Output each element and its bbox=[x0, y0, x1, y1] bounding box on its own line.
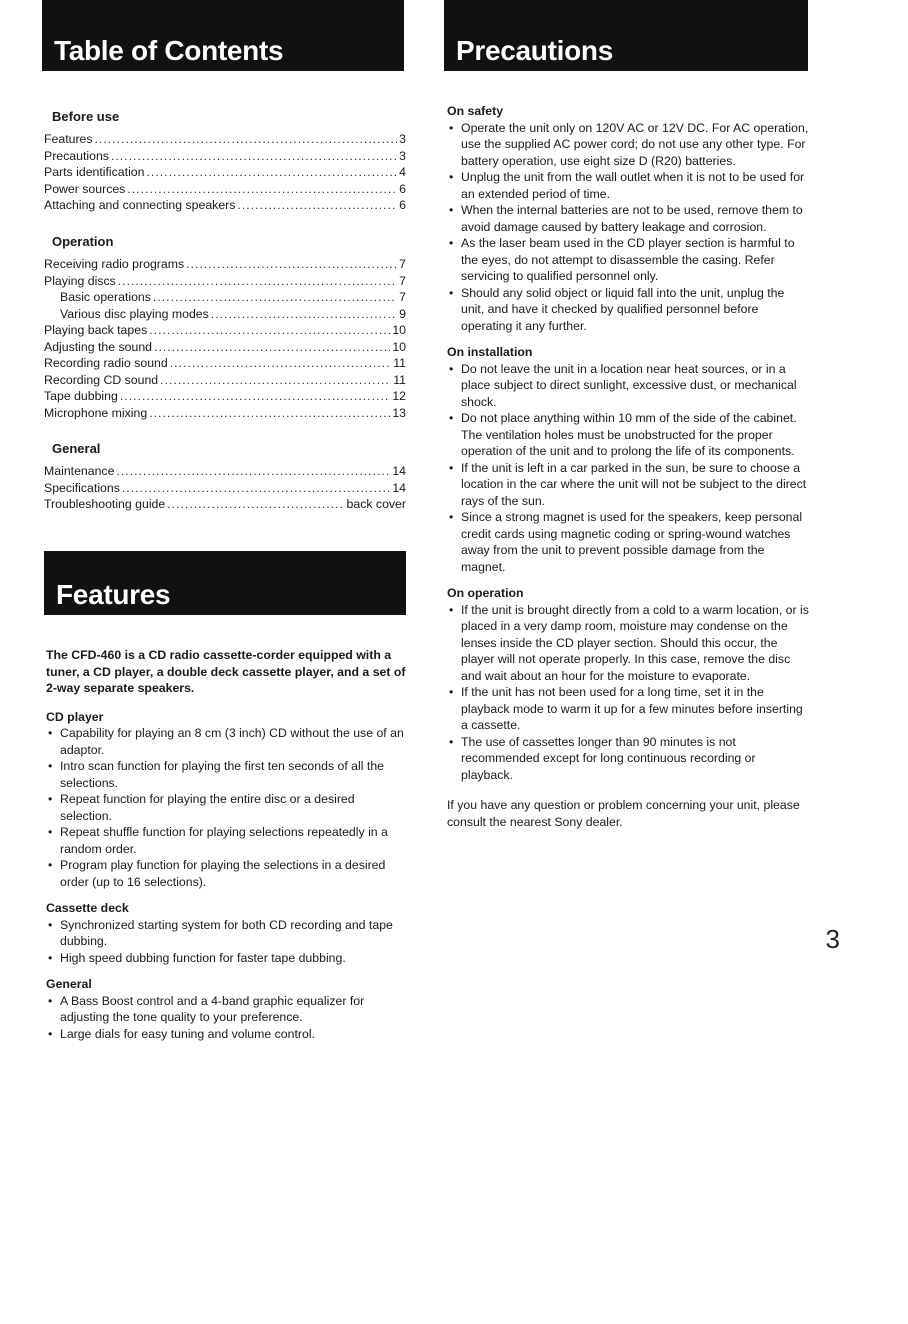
toc-leader-dots bbox=[186, 256, 397, 273]
precautions-body bbox=[447, 103, 809, 830]
toc-leader-dots bbox=[95, 131, 398, 148]
bullet-item: • Should any solid object or liquid fall into the unit, unplug the unit, and have it checked by qualified personnel before operating it any further. bbox=[447, 285, 809, 335]
bullet-item: • Unplug the unit from the wall outlet when it is not to be used for an extended period of time. bbox=[447, 169, 809, 202]
toc-leader-dots bbox=[127, 181, 397, 198]
toc-entry-page: 7 bbox=[399, 257, 406, 271]
toc-entry bbox=[44, 322, 406, 339]
toc-entry-title: Recording radio sound bbox=[44, 356, 168, 370]
bullet-item: • When the internal batteries are not to be used, remove them to avoid damage caused by battery leakage and corrosion. bbox=[447, 202, 809, 235]
toc-entry-title: Maintenance bbox=[44, 464, 115, 478]
toc-leader-dots bbox=[146, 164, 397, 181]
bullet-item: • Since a strong magnet is used for the speakers, keep personal credit cards using magnetic coding or spring-wound watches away from the unit to prevent possible damage from the magnet. bbox=[447, 509, 809, 575]
bullet-list bbox=[447, 602, 809, 784]
bullet-item: • Large dials for easy tuning and volume control. bbox=[46, 1026, 408, 1043]
toc-entry-page: 14 bbox=[392, 464, 406, 478]
toc-title: Table of Contents bbox=[54, 35, 284, 66]
subsection-heading: On safety bbox=[447, 104, 504, 118]
toc-entry-title: Recording CD sound bbox=[44, 372, 159, 387]
bullet-item: • Synchronized starting system for both CD recording and tape dubbing. bbox=[46, 917, 408, 950]
bullet-list bbox=[447, 361, 809, 576]
toc-entry-page: 14 bbox=[392, 480, 406, 495]
toc-entry-title: Specifications bbox=[44, 480, 120, 495]
toc-entry-page: 6 bbox=[399, 181, 406, 196]
toc-entry bbox=[44, 289, 406, 306]
toc-entry-page: 11 bbox=[393, 356, 406, 370]
toc-entry bbox=[44, 480, 406, 497]
toc-entry-title: Playing back tapes bbox=[44, 323, 148, 337]
toc-leader-dots bbox=[211, 306, 397, 323]
toc-entry-title: Various disc playing modes bbox=[60, 306, 209, 321]
toc-entry-page: 10 bbox=[392, 339, 406, 354]
toc-leader-dots bbox=[154, 339, 390, 356]
toc-entry-title: Basic operations bbox=[60, 290, 151, 304]
bullet-item: • Operate the unit only on 120V AC or 12V DC. For AC operation, use the supplied AC power cord; do not use any other type. For battery operation, use eight size D (R20) batteries. bbox=[447, 120, 809, 170]
toc-entry-title: Power sources bbox=[44, 181, 126, 196]
toc-heading-operation: Operation bbox=[52, 234, 114, 249]
toc-entry bbox=[44, 463, 406, 480]
toc-entry-title: Troubleshooting guide bbox=[44, 497, 166, 511]
toc-leader-dots bbox=[170, 355, 392, 372]
toc-leader-dots bbox=[167, 496, 344, 513]
precautions-banner bbox=[444, 0, 808, 71]
toc-entry bbox=[44, 306, 406, 323]
bullet-item: • Do not leave the unit in a location near heat sources, or in a place subject to direct sunlight, excessive dust, or mechanical shock. bbox=[447, 361, 809, 411]
subsection-heading: Cassette deck bbox=[46, 901, 129, 915]
toc-leader-dots bbox=[122, 480, 390, 497]
subsection-heading: On operation bbox=[447, 586, 524, 600]
toc-entry bbox=[44, 388, 406, 405]
toc-leader-dots bbox=[120, 388, 390, 405]
bullet-item: • If the unit is left in a car parked in the sun, be sure to choose a location in the car where the unit will not be subject to the direct rays of the sun. bbox=[447, 460, 809, 510]
toc-entry bbox=[44, 181, 406, 198]
toc-banner bbox=[42, 0, 404, 71]
toc-leader-dots bbox=[149, 405, 390, 422]
bullet-item: • High speed dubbing function for faster tape dubbing. bbox=[46, 950, 408, 967]
precautions-title: Precautions bbox=[456, 35, 613, 66]
toc-entry bbox=[44, 256, 406, 273]
toc-entry-title: Attaching and connecting speakers bbox=[44, 198, 236, 212]
toc-heading-before-use: Before use bbox=[52, 109, 120, 124]
bullet-item: • If the unit has not been used for a long time, set it in the playback mode to warm it up for a few minutes before inserting a cassette. bbox=[447, 684, 809, 734]
toc-entry-title: Features bbox=[44, 132, 93, 146]
bullet-list bbox=[46, 917, 408, 967]
toc-leader-dots bbox=[153, 289, 397, 306]
bullet-item: • Intro scan function for playing the first ten seconds of all the selections. bbox=[46, 758, 408, 791]
bullet-list bbox=[46, 725, 408, 890]
subsection-heading: CD player bbox=[46, 709, 104, 724]
toc-entry-page: 7 bbox=[399, 273, 406, 288]
bullet-item: • As the laser beam used in the CD player section is harmful to the eyes, do not attempt to disassemble the casing. Refer servicing to qualified personnel only. bbox=[447, 235, 809, 285]
bullet-item: • If the unit is brought directly from a cold to a warm location, or is placed in a very damp room, moisture may condense on the lenses inside the CD player section. Should this occur, the player will not operate properly. In this case, remove the disc and wait about an hour for the moisture to evaporate. bbox=[447, 602, 809, 685]
toc-entry bbox=[44, 372, 406, 389]
toc-leader-dots bbox=[118, 273, 397, 290]
toc-entry-page: 9 bbox=[399, 306, 406, 321]
features-banner bbox=[44, 551, 406, 615]
toc-list-operation bbox=[44, 256, 406, 421]
toc-entry-title: Adjusting the sound bbox=[44, 339, 153, 354]
toc-entry bbox=[44, 355, 406, 372]
bullet-item: • Program play function for playing the selections in a desired order (up to 16 selections). bbox=[46, 857, 408, 890]
features-title: Features bbox=[56, 579, 171, 610]
toc-entry bbox=[44, 164, 406, 181]
bullet-item: • Repeat function for playing the entire disc or a desired selection. bbox=[46, 791, 408, 824]
toc-entry bbox=[44, 339, 406, 356]
toc-list-general bbox=[44, 463, 406, 513]
toc-entry-page: 13 bbox=[392, 405, 406, 420]
page-number: 3 bbox=[825, 924, 840, 954]
toc-entry bbox=[44, 496, 406, 513]
toc-leader-dots bbox=[111, 148, 397, 165]
toc-entry-page: 3 bbox=[399, 132, 406, 146]
bullet-list bbox=[447, 120, 809, 335]
toc-entry bbox=[44, 197, 406, 214]
toc-leader-dots bbox=[237, 197, 397, 214]
bullet-item: • The use of cassettes longer than 90 minutes is not recommended except for long continuous recording or playback. bbox=[447, 734, 809, 784]
toc-heading-general: General bbox=[52, 441, 101, 456]
subsection-heading: General bbox=[46, 977, 92, 991]
toc-entry-title: Microphone mixing bbox=[44, 405, 148, 420]
toc-leader-dots bbox=[116, 463, 390, 480]
toc-entry-title: Parts identification bbox=[44, 165, 145, 179]
toc-entry-page: 12 bbox=[392, 389, 406, 403]
toc-entry-page: back cover bbox=[346, 497, 406, 511]
bullet-item: • Repeat shuffle function for playing selections repeatedly in a random order. bbox=[46, 824, 408, 857]
subsection-heading: On installation bbox=[447, 345, 533, 359]
toc-entry-page: 3 bbox=[399, 148, 406, 163]
toc-entry-page: 6 bbox=[399, 198, 406, 212]
bullet-item: • Do not place anything within 10 mm of the side of the cabinet. The ventilation holes must be unobstructed for the proper operation of the unit and to prolong the life of its components. bbox=[447, 410, 809, 460]
toc-entry bbox=[44, 148, 406, 165]
toc-entry-page: 4 bbox=[399, 165, 406, 179]
toc-entry-page: 10 bbox=[392, 323, 406, 337]
toc-entry-page: 7 bbox=[399, 290, 406, 304]
toc-entry-title: Receiving radio programs bbox=[44, 257, 185, 271]
features-intro: The CFD-460 is a CD radio cassette-corder equipped with a tuner, a CD player, a double deck cassette player, and a set of 2-way separate speakers. bbox=[46, 648, 406, 695]
bullet-list bbox=[46, 993, 408, 1043]
toc-entry-title: Playing discs bbox=[44, 273, 116, 288]
closing-note: If you have any question or problem concerning your unit, please consult the nearest Sony dealer. bbox=[447, 798, 800, 829]
toc-leader-dots bbox=[160, 372, 391, 389]
bullet-item: • Capability for playing an 8 cm (3 inch) CD without the use of an adaptor. bbox=[46, 725, 408, 758]
toc-entry-title: Tape dubbing bbox=[44, 389, 118, 403]
toc-leader-dots bbox=[149, 322, 390, 339]
toc-entry-title: Precautions bbox=[44, 148, 109, 163]
toc-list-before-use bbox=[44, 131, 406, 214]
toc-entry-page: 11 bbox=[393, 372, 406, 387]
features-body bbox=[46, 647, 408, 1042]
toc-entry bbox=[44, 273, 406, 290]
bullet-item: • A Bass Boost control and a 4-band graphic equalizer for adjusting the tone quality to your preference. bbox=[46, 993, 408, 1026]
toc-entry bbox=[44, 131, 406, 148]
toc-entry bbox=[44, 405, 406, 422]
